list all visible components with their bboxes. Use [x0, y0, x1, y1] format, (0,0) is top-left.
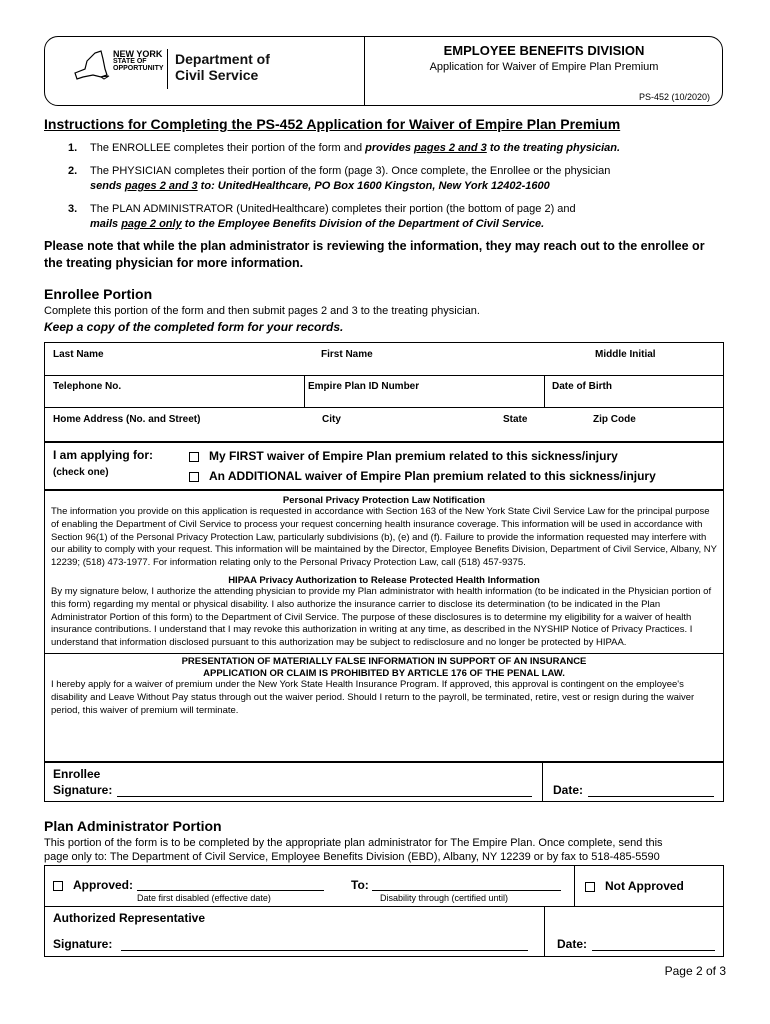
approved-option[interactable]: Approved: — [53, 878, 133, 892]
enrollee-signature-box — [44, 762, 724, 802]
logo-divider — [167, 49, 168, 89]
privacy-law-title: Personal Privacy Protection Law Notification — [282, 495, 486, 506]
applying-for-section — [44, 442, 724, 490]
first-waiver-label: My FIRST waiver of Empire Plan premium related to this sickness/injury — [209, 449, 618, 463]
form-header — [44, 36, 723, 106]
section-divider — [45, 762, 723, 763]
enrollee-label: Enrollee — [53, 767, 101, 781]
hipaa-title: HIPAA Privacy Authorization to Release Protected Health Information — [228, 574, 540, 586]
instruction-item — [68, 141, 708, 156]
plan-id-field[interactable]: Empire Plan ID Number — [308, 381, 420, 392]
last-name-field[interactable]: Last Name — [53, 349, 104, 360]
first-name-field[interactable]: First Name — [321, 349, 373, 360]
division-title: EMPLOYEE BENEFITS DIVISION — [443, 43, 645, 58]
instructions-title: Instructions for Completing the PS-452 Application for Waiver of Empire Plan Premium — [44, 116, 621, 132]
disability-through-label: Disability through (certified until) — [380, 893, 509, 903]
grid-col-divider — [304, 375, 305, 407]
date-first-disabled-label: Date first disabled (effective date) — [137, 893, 271, 903]
to-label: To: — [351, 878, 369, 892]
middle-initial-field[interactable]: Middle Initial — [595, 349, 656, 360]
privacy-law-body: The information you provide on this application is requested in accordance with Section 163 of the New York State Civil Service Law for the principal purpose of enabling the Department of Civil Service to process your request concerning health insurance coverage. This information will be used in accordance with Section 96(1) of the Personal Privacy Protection Law, particularly subdivisions (b), (e) and (f). Failure to provide the information requested may interfere with our ability to comply with your request. This information will be maintained by the Director, Employee Benefits Division, Department of Civil Service, Albany, NY 12239; (518) 473-1977. For information relating only to the Personal Privacy Protection Law, call (518) 457-9375. — [51, 506, 717, 569]
item-text: The PHYSICIAN completes their portion of the form (page 3). Once complete, the Enrollee or the physician sends pages 2 and 3 to: UnitedHealthcare, PO Box 1600 Kingston, New York 12402-1600 — [90, 165, 611, 192]
additional-waiver-checkbox[interactable] — [189, 472, 199, 482]
date-label: Date: — [553, 783, 584, 797]
authorized-rep-label: Authorized Representative — [53, 911, 206, 925]
additional-waiver-label: An ADDITIONAL waiver of Empire Plan premium related to this sickness/injury — [209, 469, 656, 483]
not-approved-option[interactable]: Not Approved — [585, 879, 684, 893]
plan-admin-line2: page only to: The Department of Civil Service, Employee Benefits Division (EBD), Albany, NY 12239 or by fax to 518-485-5590 — [44, 851, 660, 863]
item-text: The ENROLLEE completes their portion of the form and provides pages 2 and 3 to the treating physician. — [90, 142, 621, 154]
grid-col-divider — [544, 375, 545, 407]
signature-divider — [542, 762, 543, 801]
nys-logo — [71, 47, 331, 97]
keep-copy-note: Keep a copy of the completed form for your records. — [44, 320, 344, 334]
enrollee-date-line[interactable] — [588, 796, 714, 797]
plan-admin-box — [44, 865, 724, 957]
disability-through-line[interactable] — [372, 890, 561, 891]
telephone-field[interactable]: Telephone No. — [53, 381, 122, 392]
city-field[interactable]: City — [322, 414, 341, 425]
dept-line2: Civil Service — [175, 67, 259, 83]
new-york-state-map-icon — [71, 49, 111, 83]
page-number: Page 2 of 3 — [664, 964, 726, 978]
waiver-statement: I hereby apply for a waiver of premium under the New York State Health Insurance Program. If approved, this approval is contingent on the employee's disability and Leave Without Pay status through out the waiver period. Should I return to the payroll, be terminated, retire, vest or resign during the waiver period, this waiver of premium will terminate. — [51, 678, 695, 716]
not-approved-checkbox[interactable] — [585, 882, 595, 892]
grid-row-divider — [45, 407, 723, 408]
section-divider — [45, 442, 723, 443]
date-of-birth-field[interactable]: Date of Birth — [552, 381, 612, 392]
item-number: 2. — [68, 165, 78, 177]
first-waiver-checkbox[interactable] — [189, 452, 199, 462]
form-subtitle: Application for Waiver of Empire Plan Premium — [429, 61, 659, 73]
additional-waiver-option[interactable] — [189, 469, 656, 483]
state-field[interactable]: State — [503, 414, 528, 425]
home-address-field[interactable]: Home Address (No. and Street) — [53, 414, 201, 425]
rep-divider — [544, 906, 545, 957]
plan-admin-line1: This portion of the form is to be completed by the appropriate plan administrator for The Empire Plan. Once complete, send this — [44, 837, 663, 849]
enrollee-portion-title: Enrollee Portion — [44, 286, 153, 302]
instruction-item — [68, 164, 708, 194]
signature-label: Signature: — [53, 783, 113, 797]
logo-line2: STATE OF — [113, 58, 147, 65]
privacy-notices — [44, 490, 724, 762]
logo-line1: NEW YORK — [113, 49, 163, 59]
rep-signature-label: Signature: — [53, 937, 113, 951]
rep-date-line[interactable] — [592, 950, 715, 951]
first-waiver-option[interactable] — [189, 449, 618, 463]
approved-checkbox[interactable] — [53, 881, 63, 891]
applying-for-label: I am applying for: — [53, 448, 154, 462]
enrollee-info-grid — [44, 342, 724, 442]
date-first-disabled-line[interactable] — [137, 890, 324, 891]
check-one-label: (check one) — [53, 467, 109, 478]
department-name — [175, 51, 270, 83]
fraud-warning-line1: PRESENTATION OF MATERIALLY FALSE INFORMATION IN SUPPORT OF AN INSURANCE — [181, 655, 587, 667]
enrollee-instructions: Complete this portion of the form and then submit pages 2 and 3 to the treating physician. — [44, 305, 480, 317]
item-number: 1. — [68, 142, 78, 154]
form-number: PS-452 (10/2020) — [638, 92, 710, 102]
grid-row-divider — [45, 375, 723, 376]
plan-admin-title: Plan Administrator Portion — [44, 818, 222, 834]
approval-divider — [574, 866, 575, 906]
rep-signature-line[interactable] — [121, 950, 528, 951]
logo-text — [113, 51, 164, 72]
enrollee-signature-line[interactable] — [117, 796, 532, 797]
review-note: Please note that while the plan administrator is reviewing the information, they may reach out to the enrollee or the treating physician for more information. — [44, 239, 705, 270]
fraud-warning-line2: APPLICATION OR CLAIM IS PROHIBITED BY ARTICLE 176 OF THE PENAL LAW. — [203, 667, 565, 679]
hipaa-body: By my signature below, I authorize the attending physician to provide my Plan administrator with health information (to be indicated in the Physician portion of this form) regarding my mental or physical disability. I also authorize the insurance carrier to disclose its determination (to be indicated in the Plan Administrator Portion of this form) to the Department of Civil Service. The purpose of these disclosures is to determine my eligibility for a waiver of health insurance contributions. I understand that I may revoke this authorization in writing at any time, as described in the NYSHIP Notice of Privacy Practices. I understand that information disclosed pursuant to this authorization may be subject to redisclosure and no longer be protected by HIPAA. — [51, 585, 712, 649]
row-divider — [45, 906, 723, 907]
item-text: The PLAN ADMINISTRATOR (UnitedHealthcare) completes their portion (the bottom of page 2) and mails page 2 only to the Employee Benefits Division of the Department of Civil Service. — [90, 203, 576, 230]
instruction-item — [68, 202, 708, 232]
logo-line3: OPPORTUNITY — [113, 65, 164, 72]
rep-date-label: Date: — [557, 937, 588, 951]
item-number: 3. — [68, 203, 78, 215]
zip-code-field[interactable]: Zip Code — [593, 414, 636, 425]
dept-line1: Department of — [175, 51, 270, 67]
